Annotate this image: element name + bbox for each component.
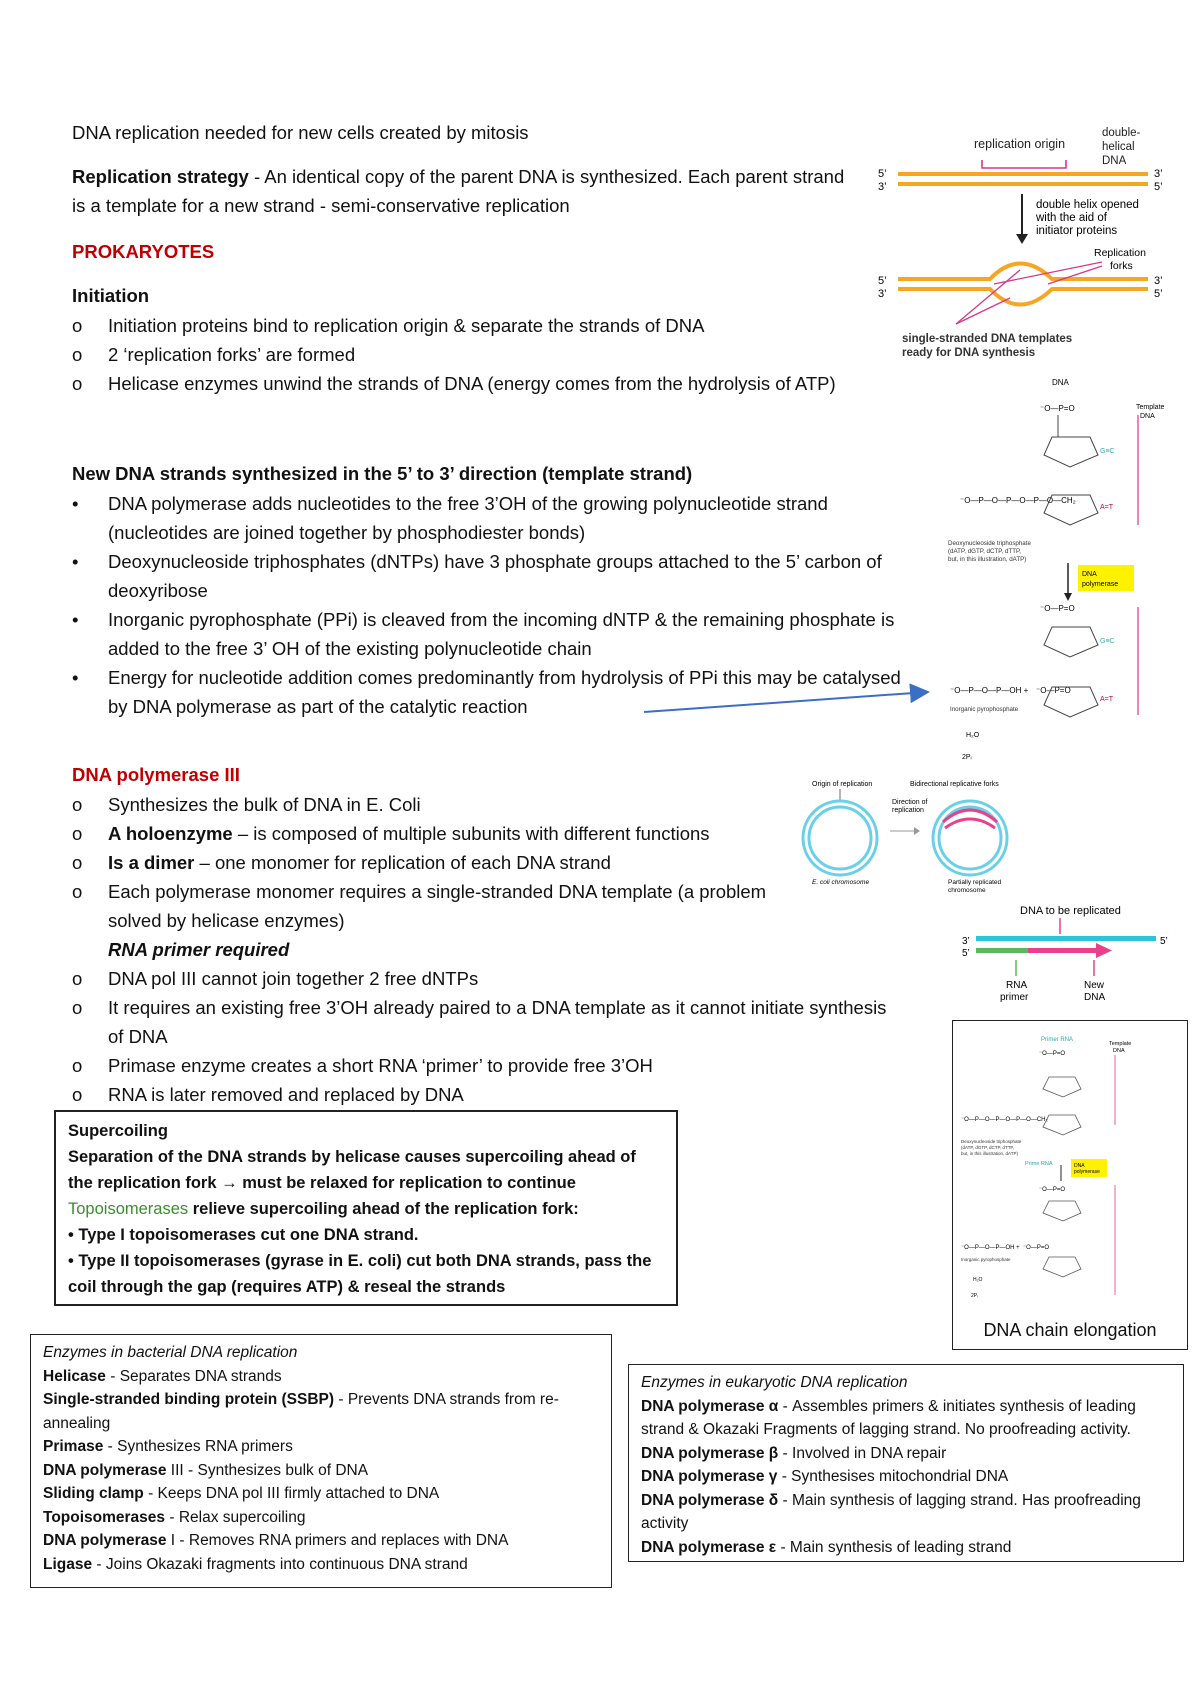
- svg-text:3’: 3’: [962, 936, 970, 947]
- table-row: Helicase - Separates DNA strands: [43, 1367, 282, 1385]
- supercoiling-line2: Topoisomerases relieve supercoiling ahead of the replication fork:: [68, 1200, 579, 1218]
- topoisomerases-word: Topoisomerases: [68, 1200, 189, 1218]
- table-row: Primase - Synthesizes RNA primers: [43, 1438, 293, 1455]
- svg-text:Primer RNA: Primer RNA: [1041, 1037, 1074, 1043]
- rna-primer-strand: [976, 948, 1028, 953]
- svg-text:but, in this illustration, dAT: but, in this illustration, dATP): [948, 556, 1027, 563]
- svg-text:H₂O: H₂O: [966, 732, 980, 739]
- svg-text:forks: forks: [1110, 260, 1133, 272]
- svg-text:ready for DNA synthesis: ready for DNA synthesis: [902, 347, 1036, 359]
- supercoiling-title: Supercoiling: [68, 1122, 168, 1140]
- pol3-list: [72, 790, 892, 1109]
- svg-text:⁻O—P=O: ⁻O—P=O: [1039, 1187, 1066, 1193]
- list-item: • Energy for nucleotide addition comes predominantly from hydrolysis of PPi this may be catalysed by DNA polymerase as part of the catalytic reaction: [72, 667, 901, 717]
- svg-text:⁻O—P—O—P—OH +: ⁻O—P—O—P—OH +: [961, 1245, 1020, 1251]
- svg-text:E. coli chromosome: E. coli chromosome: [812, 879, 870, 886]
- svg-text:(dATP, dGTP, dCTP, dTTP,: (dATP, dGTP, dCTP, dTTP,: [961, 1145, 1015, 1150]
- nucleotide-addition-figure: [940, 375, 1180, 775]
- circular-chromosome-figure: [800, 776, 1030, 898]
- svg-text:5’: 5’: [1154, 181, 1163, 193]
- svg-text:3’: 3’: [878, 181, 887, 193]
- svg-text:primer: primer: [1000, 992, 1029, 1003]
- svg-text:Replication: Replication: [1094, 247, 1146, 259]
- template-strand: [976, 936, 1156, 941]
- eukaryotic-enzymes-box: [628, 1364, 1184, 1562]
- svg-text:2Pᵢ: 2Pᵢ: [962, 754, 972, 761]
- svg-text:helical: helical: [1102, 141, 1135, 153]
- initiation-heading: Initiation: [72, 285, 150, 306]
- svg-text:⁻O—P=O: ⁻O—P=O: [1023, 1245, 1050, 1251]
- table-row: DNA polymerase α - Assembles primers & initiates synthesis of leading strand & Okazaki Fragments of lagging strand. No proofreading activity.: [641, 1397, 1136, 1438]
- svg-text:5’: 5’: [962, 948, 970, 959]
- primer-figure: [960, 900, 1180, 1010]
- bacterial-title: Enzymes in bacterial DNA replication: [43, 1344, 298, 1361]
- chain-elongation-caption: DNA chain elongation: [983, 1320, 1157, 1340]
- svg-text:5’: 5’: [878, 168, 887, 180]
- prokaryotes-heading: PROKARYOTES: [72, 241, 215, 262]
- svg-text:G≡C: G≡C: [1100, 448, 1115, 455]
- svg-text:⁻O—P=O: ⁻O—P=O: [1036, 686, 1071, 695]
- table-row: DNA polymerase III - Synthesizes bulk of DNA: [43, 1461, 369, 1479]
- table-row: Sliding clamp - Keeps DNA pol III firmly attached to DNA: [43, 1485, 440, 1502]
- list-item: o Initiation proteins bind to replication origin & separate the strands of DNA: [72, 315, 705, 336]
- svg-text:⁻O—P—O—P—O—P—O—CH₂: ⁻O—P—O—P—O—P—O—CH₂: [961, 1117, 1048, 1123]
- initiation-list: [72, 311, 862, 398]
- list-item: o Each polymerase monomer requires a single-stranded DNA template (a problem solved by helicase enzymes): [72, 881, 767, 931]
- synthesis-heading: New DNA strands synthesized in the 5’ to 3’ direction (template strand): [72, 463, 693, 484]
- replication-origin-figure: [870, 120, 1180, 370]
- svg-text:(dATP, dGTP, dCTP, dTTP,: (dATP, dGTP, dCTP, dTTP,: [948, 548, 1022, 555]
- bacterial-enzymes-box: [30, 1334, 612, 1588]
- replication-strategy: [72, 162, 852, 220]
- svg-text:DNA: DNA: [1074, 1163, 1085, 1169]
- svg-text:⁻O—P=O: ⁻O—P=O: [1039, 1051, 1066, 1057]
- chain-elongation-figure: [953, 1025, 1185, 1315]
- svg-text:DNA: DNA: [1140, 413, 1155, 420]
- intro-line: DNA replication needed for new cells created by mitosis: [72, 122, 529, 143]
- svg-text:⁻O—P—O—P—OH +: ⁻O—P—O—P—OH +: [950, 686, 1029, 695]
- supercoiling-bullet2: • Type II topoisomerases (gyrase in E. coli) cut both DNA strands, pass the coil through the gap (requires ATP) & reseal the strands: [68, 1252, 652, 1296]
- supercoiling-bullet1: • Type I topoisomerases cut one DNA strand.: [68, 1226, 419, 1244]
- svg-text:3’: 3’: [1154, 275, 1163, 287]
- svg-text:DNA: DNA: [1113, 1048, 1125, 1054]
- table-row: Topoisomerases - Relax supercoiling: [43, 1508, 306, 1526]
- svg-text:2Pᵢ: 2Pᵢ: [971, 1293, 978, 1299]
- svg-text:⁻O—P=O: ⁻O—P=O: [1040, 404, 1075, 413]
- svg-text:⁻O—P=O: ⁻O—P=O: [1040, 604, 1075, 613]
- list-item: • Deoxynucleoside triphosphates (dNTPs) have 3 phosphate groups attached to the 5’ carbon of deoxyribose: [72, 551, 882, 601]
- list-item: o Primase enzyme creates a short RNA ‘primer’ to provide free 3’OH: [72, 1055, 653, 1076]
- svg-text:H₂O: H₂O: [973, 1277, 983, 1283]
- svg-text:Prime RNA: Prime RNA: [1025, 1161, 1053, 1167]
- table-row: DNA polymerase ε - Main synthesis of leading strand: [641, 1538, 1012, 1556]
- list-item: • Inorganic pyrophosphate (PPi) is cleaved from the incoming dNTP & the remaining phosphate is added to the free 3’ OH of the existing polynucleotide chain: [72, 609, 895, 659]
- list-item: o It requires an existing free 3’OH already paired to a DNA template as it cannot initiate synthesis of DNA: [72, 997, 887, 1047]
- list-item: o Helicase enzymes unwind the strands of DNA (energy comes from the hydrolysis of ATP): [72, 373, 836, 394]
- svg-text:5’: 5’: [1160, 936, 1168, 947]
- svg-text:⁻O—P—O—P—O—P—O—CH₂: ⁻O—P—O—P—O—P—O—CH₂: [960, 496, 1076, 505]
- svg-text:Origin of replication: Origin of replication: [812, 781, 873, 788]
- svg-text:Template: Template: [1109, 1041, 1132, 1047]
- table-row: DNA polymerase β - Involved in DNA repair: [641, 1444, 947, 1462]
- svg-text:Deoxynucleoside triphosphate: Deoxynucleoside triphosphate: [961, 1139, 1022, 1144]
- origin-label: replication origin: [974, 137, 1066, 151]
- svg-text:RNA: RNA: [1006, 980, 1028, 991]
- svg-text:chromosome: chromosome: [948, 887, 986, 894]
- list-item: o RNA is later removed and replaced by DNA: [72, 1084, 464, 1105]
- svg-text:New: New: [1084, 980, 1105, 991]
- svg-text:DNA to be replicated: DNA to be replicated: [1020, 905, 1121, 917]
- ppi-label: Inorganic pyrophosphate: [950, 706, 1019, 713]
- svg-text:5’: 5’: [1154, 288, 1163, 300]
- svg-text:5’: 5’: [878, 275, 887, 287]
- table-row: Ligase - Joins Okazaki fragments into continuous DNA strand: [43, 1555, 468, 1573]
- list-item: o Synthesizes the bulk of DNA in E. Coli: [72, 794, 421, 815]
- pol3-heading: DNA polymerase III: [72, 764, 240, 785]
- table-row: DNA polymerase δ - Main synthesis of lagging strand. Has proofreading activity: [641, 1491, 1141, 1532]
- svg-text:Inorganic pyrophosphate: Inorganic pyrophosphate: [961, 1257, 1011, 1262]
- chain-elongation-box: [952, 1020, 1188, 1350]
- svg-text:double helix opened: double helix opened: [1036, 199, 1139, 211]
- eukaryotic-title: Enzymes in eukaryotic DNA replication: [641, 1374, 908, 1391]
- strategy-label: Replication strategy: [72, 166, 249, 187]
- svg-text:Deoxynucleoside triphosphate: Deoxynucleoside triphosphate: [948, 540, 1031, 547]
- list-item: o A holoenzyme – is composed of multiple subunits with different functions: [72, 823, 710, 844]
- svg-text:Template: Template: [1136, 404, 1165, 411]
- strategy-text: - An identical copy of the parent DNA is synthesized. Each parent strand is a template for a new strand - semi-conservative replication: [72, 166, 845, 216]
- list-item: o DNA pol III cannot join together 2 free dNTPs: [72, 968, 479, 989]
- svg-text:polymerase: polymerase: [1082, 581, 1119, 588]
- list-item: • DNA polymerase adds nucleotides to the free 3’OH of the growing polynucleotide strand (nucleotides are joined together by phosphodiester bonds): [72, 493, 828, 543]
- svg-text:DNA: DNA: [1082, 571, 1097, 578]
- svg-text:replication: replication: [892, 807, 924, 814]
- svg-text:DNA: DNA: [1102, 155, 1127, 167]
- svg-text:Partially replicated: Partially replicated: [948, 879, 1002, 886]
- svg-text:polymerase: polymerase: [1074, 1169, 1100, 1175]
- primer-note: RNA primer required: [108, 939, 290, 960]
- svg-text:but, in this illustration, dAT: but, in this illustration, dATP): [961, 1151, 1018, 1156]
- svg-text:DNA: DNA: [1052, 378, 1069, 387]
- new-dna-strand: [1028, 948, 1098, 953]
- svg-text:initiator proteins: initiator proteins: [1036, 225, 1118, 237]
- svg-text:Direction of: Direction of: [892, 799, 928, 806]
- table-row: DNA polymerase γ - Synthesises mitochondrial DNA: [641, 1468, 1009, 1485]
- svg-text:A=T: A=T: [1100, 696, 1114, 703]
- list-item: o 2 ‘replication forks’ are formed: [72, 344, 356, 365]
- svg-text:double-: double-: [1102, 127, 1141, 139]
- table-row: Single-stranded binding protein (SSBP) - Prevents DNA strands from re-annealing: [43, 1391, 559, 1432]
- arrow-to-chemistry-figure: [640, 680, 940, 720]
- svg-text:3’: 3’: [1154, 168, 1163, 180]
- svg-text:G≡C: G≡C: [1100, 638, 1115, 645]
- svg-text:DNA: DNA: [1084, 992, 1106, 1003]
- svg-text:3’: 3’: [878, 288, 887, 300]
- svg-text:Bidirectional replicative fork: Bidirectional replicative forks: [910, 781, 999, 788]
- list-item: o Is a dimer – one monomer for replication of each DNA strand: [72, 852, 611, 873]
- svg-text:single-stranded DNA templates: single-stranded DNA templates: [902, 333, 1073, 345]
- table-row: DNA polymerase I - Removes RNA primers and replaces with DNA: [43, 1532, 509, 1549]
- svg-text:A=T: A=T: [1100, 504, 1114, 511]
- supercoiling-line1: Separation of the DNA strands by helicase causes supercoiling ahead of the replication fork → must be relaxed for replication to continue: [68, 1148, 636, 1192]
- supercoiling-box: [54, 1110, 678, 1306]
- svg-text:with the aid of: with the aid of: [1036, 212, 1107, 224]
